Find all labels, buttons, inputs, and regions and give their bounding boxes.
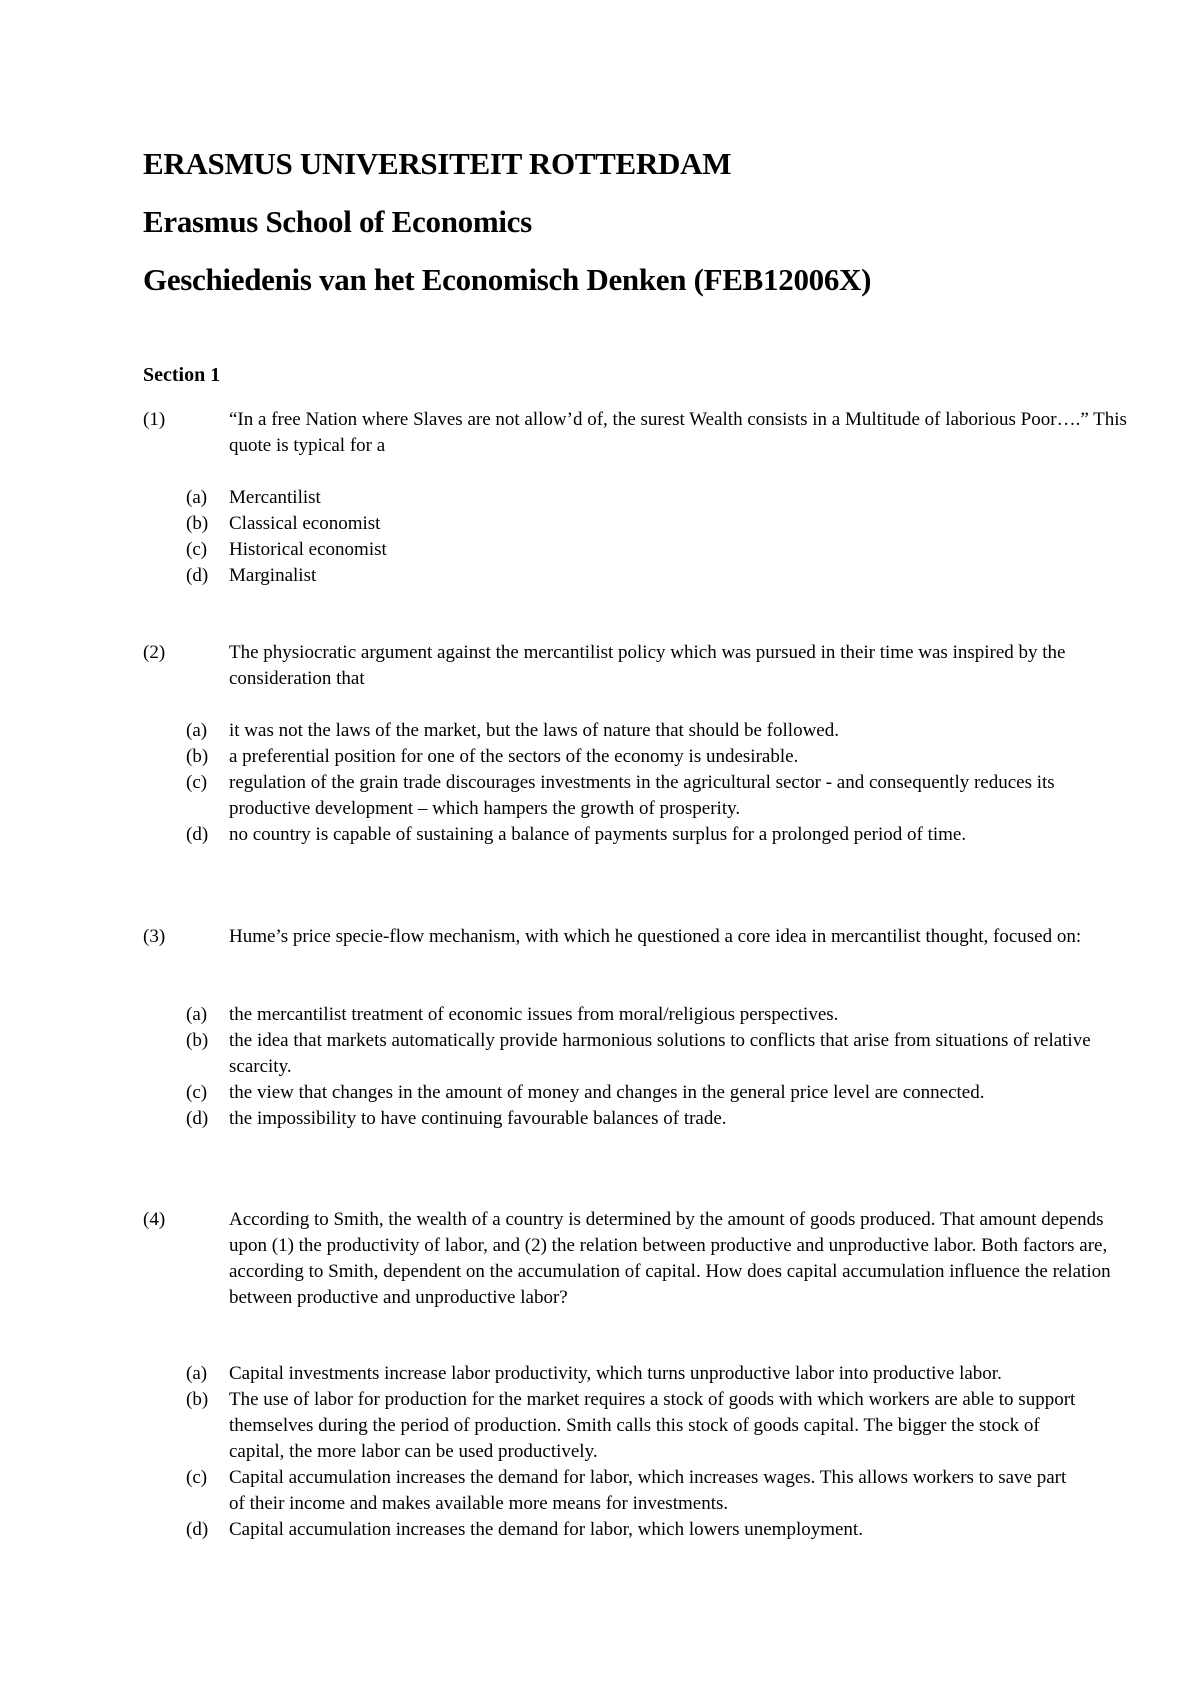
answer-option-d (186, 822, 1200, 848)
option-letter: (a) (186, 1004, 208, 1025)
answer-options (186, 1361, 1200, 1543)
option-text: regulation of the grain trade discourages investments in the agricultural sector - and consequently reduces its productive development – which hampers the growth of prosperity. (229, 772, 1055, 819)
question-text: Hume’s price specie-flow mechanism, with which he questioned a core idea in mercantilist thought, focused on: (229, 926, 1082, 947)
answer-option-b (186, 1387, 1200, 1465)
option-letter: (b) (186, 746, 209, 767)
question-text: According to Smith, the wealth of a country is determined by the amount of goods produced. That amount depends upon (1) the productivity of labor, and (2) the relation between productive and unproductive labor. Both factors are, according to Smith, dependent on the accumulation of capital. How does capital accumulation influence the relation between productive and unproductive labor? (229, 1209, 1111, 1308)
answer-option-c (186, 537, 1200, 563)
answer-option-b (186, 1028, 1200, 1080)
answer-options (186, 718, 1200, 848)
question-number: (3) (143, 926, 166, 947)
question-text: “In a free Nation where Slaves are not allow’d of, the surest Wealth consists in a Multitude of laborious Poor….” This quote is typical for a (229, 409, 1127, 456)
option-text: The use of labor for production for the market requires a stock of goods with which workers are able to support themselves during the period of production. Smith calls this stock of goods capital. The bigger the stock of capital, the more labor can be used productively. (229, 1389, 1076, 1462)
option-letter: (c) (186, 772, 208, 793)
option-letter: (d) (186, 824, 209, 845)
option-text: Capital accumulation increases the demand for labor, which lowers unemployment. (229, 1519, 863, 1540)
option-letter: (b) (186, 1389, 209, 1410)
option-letter: (a) (186, 1363, 208, 1384)
option-letter: (c) (186, 1082, 208, 1103)
option-text: the idea that markets automatically provide harmonious solutions to conflicts that arise from situations of relative scarcity. (229, 1030, 1091, 1077)
answer-option-b (186, 511, 1200, 537)
answer-option-a (186, 1361, 1200, 1387)
university-name: ERASMUS UNIVERSITEIT ROTTERDAM (143, 146, 732, 181)
option-text: the mercantilist treatment of economic issues from moral/religious perspectives. (229, 1004, 839, 1025)
option-text: Marginalist (229, 565, 317, 586)
option-letter: (b) (186, 1030, 209, 1051)
option-letter: (a) (186, 487, 208, 508)
question-number: (1) (143, 409, 166, 430)
answer-options (186, 485, 1200, 589)
answer-option-a (186, 1002, 1200, 1028)
option-letter: (b) (186, 513, 209, 534)
school-name: Erasmus School of Economics (143, 204, 532, 239)
option-text: Mercantilist (229, 487, 321, 508)
answer-option-d (186, 1106, 1200, 1132)
option-text: the view that changes in the amount of money and changes in the general price level are connected. (229, 1082, 985, 1103)
answer-option-a (186, 718, 1200, 744)
option-text: Classical economist (229, 513, 381, 534)
option-text: the impossibility to have continuing favourable balances of trade. (229, 1108, 727, 1129)
answer-option-c (186, 1080, 1200, 1106)
answer-option-c (186, 1465, 1200, 1517)
option-letter: (a) (186, 720, 208, 741)
option-text: Capital accumulation increases the demand for labor, which increases wages. This allows workers to save part of their income and makes available more means for investments. (229, 1467, 1067, 1514)
option-letter: (d) (186, 565, 209, 586)
answer-option-d (186, 563, 1200, 589)
option-text: a preferential position for one of the sectors of the economy is undesirable. (229, 746, 799, 767)
option-letter: (d) (186, 1519, 209, 1540)
option-text: Capital investments increase labor productivity, which turns unproductive labor into productive labor. (229, 1363, 1002, 1384)
course-title: Geschiedenis van het Economisch Denken (FEB12006X) (143, 262, 872, 297)
question-text: The physiocratic argument against the mercantilist policy which was pursued in their time was inspired by the consideration that (229, 642, 1066, 689)
answer-option-b (186, 744, 1200, 770)
option-text: Historical economist (229, 539, 387, 560)
option-letter: (c) (186, 539, 208, 560)
question-number: (4) (143, 1209, 166, 1230)
option-letter: (c) (186, 1467, 208, 1488)
option-text: no country is capable of sustaining a balance of payments surplus for a prolonged period of time. (229, 824, 967, 845)
question-number: (2) (143, 642, 166, 663)
answer-options (186, 1002, 1200, 1132)
option-text: it was not the laws of the market, but the laws of nature that should be followed. (229, 720, 839, 741)
section-title: Section 1 (143, 364, 221, 386)
option-letter: (d) (186, 1108, 209, 1129)
answer-option-d (186, 1517, 1200, 1543)
answer-option-c (186, 770, 1200, 822)
answer-option-a (186, 485, 1200, 511)
